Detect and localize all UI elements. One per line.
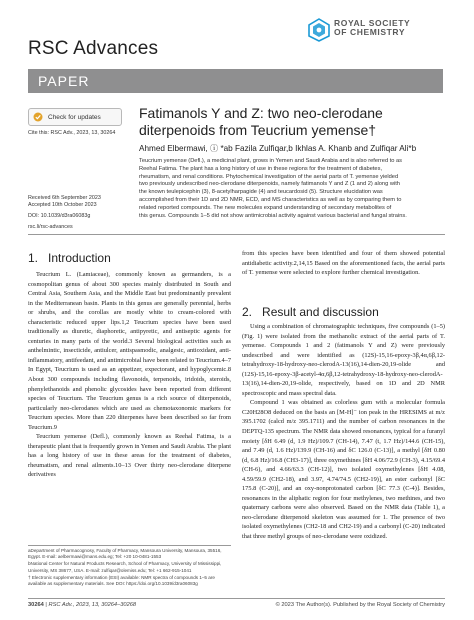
cite-line: Cite this: RSC Adv., 2023, 13, 30264 <box>28 130 116 136</box>
logo-line-1: ROYAL SOCIETY <box>334 18 411 28</box>
abstract <box>139 158 445 220</box>
footnotes <box>28 548 231 588</box>
abstract-line: the known teulepicephin (3), 8-acetylharpagide (4) and teucardosid (5). Structure elucidation was <box>139 189 383 196</box>
section-banner <box>28 69 443 93</box>
heading-number: 2. <box>242 305 253 319</box>
section-label: PAPER <box>38 73 90 89</box>
check-for-updates-button[interactable] <box>28 108 122 126</box>
footnote: † Electronic supplementary information (ESI) available: NMR spectra of compounds 1–5 are available as supplementary materials. See DOI: https://doi.org/10.1039/d3ra06083g <box>28 574 215 587</box>
abstract-line: related reported compounds. The new molecules expand understanding of secondary metabolites of <box>139 204 392 211</box>
heading-text: Result and discussion <box>262 305 379 319</box>
page-number: 30264 <box>28 602 44 608</box>
paragraph: Using a combination of chromatographic techniques, five compounds (1–5) (Fig. 1) were isolated from the methanolic extract of the aerial parts of T. yemense. Compounds 1 and 2 (fatimanols Y and Z) were previously undescribed and were identified as (12S)-15,16-epoxy-3β,4α,6β,12-tetrahydroxy-18-hydroxy-neo-clerodA-13(16),14-dien-20,19-olide and (12S)-15,16-epoxy-3β-acetyl-4α,6β,12-tetrahydroxy-18-hydroxy-neo-clerodA-13(16),14-dien-20,19-olide, respectively, based on 1D and 2D NMR spectroscopic and mass spectral data. <box>242 323 445 397</box>
heading-number: 1. <box>28 251 39 265</box>
footnote-divider <box>28 545 231 546</box>
paragraph: Teucrium L. (Lamiaceae), commonly known as germanders, is a cosmopolitan genus of about 300 species mainly distributed in South and Central Asia, Southern Asia, and the Middle East but predominantly prevalent in the Mediterranean basin. Plants in this genus are generally perennial, herbs or shrubs, and the corollas are mostly white to cream-colored with characteristic reduced upper lips.1,2 Teucrium species have been used traditionally as diuretic, diaphoretic, antipyretic, and antiseptic agents for centuries in many parts of the world.3 Several biological activities such as anthelmintic, insecticide, antiulcer, antispasmodic, analgesic, antioxidant, anti-inflammatory, antifeedant, and antimicrobial have been related to Teucrium.4–7 In Egypt, Teucrium is used as an appetizer, expectorant, and hypoglycemic.8 About 300 compounds including flavonoids, terpenoids, iridoids, steroids, phenylethanoids and phenolic glycosides have been reported from different species of Teucrium. The Teucrium genus is a rich source of diterpenoids, particularly neo-clerodanes which are used as chemotaxonomic markers for Teucrium species. More than 220 diterpenes have been described so far from Teucrium.9 <box>28 271 231 431</box>
journal-site-link[interactable]: rsc.li/rsc-advances <box>28 224 73 230</box>
footer-divider <box>28 598 445 599</box>
accepted-date: Accepted 10th October 2023 <box>28 202 97 208</box>
paragraph: from this species have been identified and four of them showed potential antidiabetic activity.2,14,15 Based on the aforementioned facts, the aerial parts of T. yemense were selected to explore further chemical investigation. <box>242 250 445 277</box>
received-date: Received 6th September 2023 <box>28 195 101 201</box>
paragraph: Compound 1 was obtained as colorless gum with a molecular formula C20H28O8 deduced on the basis an [M-H]⁻ ion peak in the HRESIMS at m/z 395.1702 (calcd m/z 395.1711) and the number of carbon resonances in the DEPTQ-135 spectrum. The NMR data showed resonances, typical for a furanyl moiety [δH 6.49 (d, 1.9 Hz)/109.7 (CH-14), 7.47 (t, 1.7 Hz)/144.6 (CH-15), and 7.49 (d, 1.6 Hz)/139.9 (CH-16) and δC 126.0 (C-13)], a methyl [δH 0.80 (d, 6.8 Hz)/16.8 (CH3-17)], three oxymethines [δH 4.06/72.9 (CH-3), 4.15/69.4 (CH-6), and 4.66/63.3 (CH-12)], two isolated oxymethylenes [δH 4.08, 4.59/59.9 (CH2-18), and 3.97, 4.74/74.5 (CH2-19)], an ester carbonyl [δC 175.8 (C-20)], and an oxy-nonprotonated carbon [δC 77.3 (C-4)]. Besides, resonances in the aliphatic region for four methylenes, two methines, and two quaternary carbons were also observed. Based on the NMR data (Table 1), a neo-clerodane diterpenoid skeleton was assumed for 1. The presence of two isolated oxymethylenes (CH2-18 and CH2-19) and a carbonyl (C-20) indicated that three methyl groups of neo-clerodane were oxidized. <box>242 399 445 541</box>
journal-title: RSC Advances <box>28 38 159 59</box>
divider <box>28 234 445 235</box>
title-line-1: Fatimanols Y and Z: two neo-clerodane <box>139 105 383 121</box>
rsc-logo-text <box>334 19 410 36</box>
footnote: aDepartment of Pharmacognosy, Faculty of Pharmacy, Mansoura University, Mansoura, 35516, Egypt. E-mail: aelbermawi@mans.edu.eg; Tel: +20 10-0481-1553 <box>28 548 222 560</box>
abstract-line: this genus. Compounds 1–5 did not show antimicrobial activity against various bacterial and fungal strains. <box>139 212 407 219</box>
heading-text: Introduction <box>48 251 111 265</box>
logo-line-2: OF CHEMISTRY <box>334 26 406 37</box>
doi-link[interactable]: DOI: 10.1039/d3ra06083g <box>28 213 91 219</box>
abstract-line: Teucrium yemense (Defl.), a medicinal plant, grows in Yemen and Saudi Arabia and is also referred to as <box>139 158 403 164</box>
paragraph: Teucrium yemense (Defl.), commonly known as Reehal Fatima, is a therapeutic plant that is frequently grown in Yemen and Saudi Arabia. The plant has a long history of use in these areas for the treatment of diabetes, rheumatism, and renal ailments.10–13 Over thirty neo-clerodane diterpene derivatives <box>28 433 231 479</box>
footnote: bNational Center for Natural Products Research, School of Pharmacy, University of Mississippi, University, MS 38677, USA. E-mail: zulfiqar@olemiss.edu; Tel: +1 662-915-1041 <box>28 561 222 573</box>
abstract-line: Reehal Fatima. The plant has a long history of use in these regions for the treatment of diabetes, <box>139 165 383 172</box>
article-title <box>139 105 449 139</box>
check-updates-label: Check for updates <box>48 113 101 121</box>
intro-continuation <box>242 249 445 278</box>
introduction-text <box>28 270 231 480</box>
section-heading-introduction <box>28 251 111 265</box>
rsc-logo-icon <box>307 18 331 42</box>
results-text <box>242 322 445 542</box>
abstract-line: rheumatism, and renal conditions. Phytochemical investigation of the aerial parts of T. yemense yielded <box>139 173 399 180</box>
footer-citation: RSC Adv., 2023, 13, 30264–30268 <box>48 602 137 608</box>
section-heading-results <box>242 305 379 319</box>
abstract-line: two previously undescribed neo-clerodane diterpenoids, namely fatimanols Y and Z (1 and 2) along with <box>139 181 400 188</box>
check-updates-icon <box>33 112 43 122</box>
abstract-line: accomplished from their 1D and 2D NMR, ECD, and MS characteristics as well as by comparing them to <box>139 196 402 203</box>
page-footer-left: 30264 | RSC Adv., 2023, 13, 30264–30268 <box>28 602 137 608</box>
footer-copyright: © 2023 The Author(s). Published by the Royal Society of Chemistry <box>275 602 445 608</box>
author-list: Ahmed Elbermawi, ⓘ *ab Fazila Zulfiqar,b Ikhlas A. Khanb and Zulfiqar Ali*b <box>139 144 417 153</box>
title-line-2: diterpenoids from Teucrium yemense† <box>139 122 377 138</box>
